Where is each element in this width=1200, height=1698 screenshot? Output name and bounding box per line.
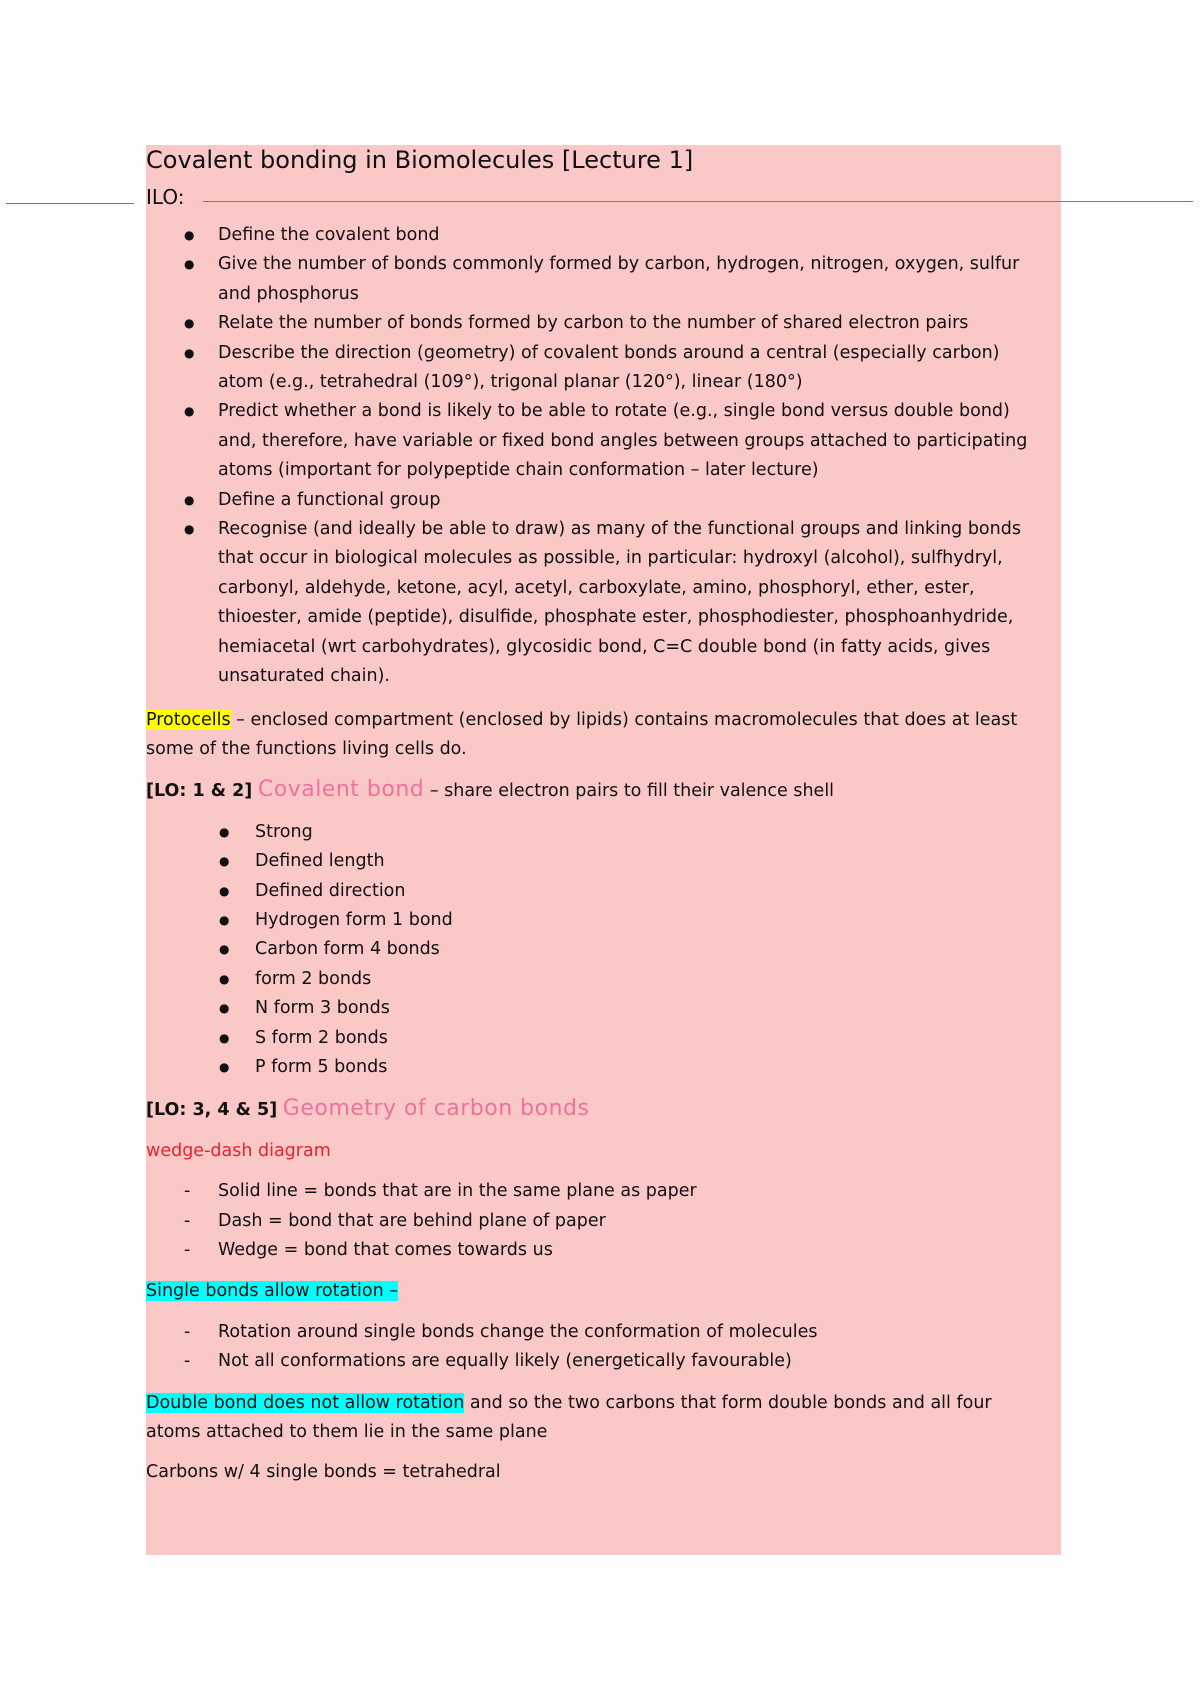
- wedge-dash-list: [146, 1177, 1046, 1265]
- list-item: ● Defined direction: [146, 877, 1046, 906]
- wedge-dash-heading: wedge-dash diagram: [146, 1140, 331, 1161]
- protocells-paragraph: [146, 706, 1046, 765]
- single-bonds-list: [146, 1318, 1046, 1377]
- list-item: ● Relate the number of bonds formed by carbon to the number of shared electron pairs: [146, 309, 1046, 338]
- double-bond-highlight: Double bond does not allow rotation: [146, 1392, 465, 1413]
- covalent-bond-heading: Covalent bond: [257, 777, 425, 803]
- document-body: [146, 145, 1046, 1499]
- list-item: - Solid line = bonds that are in the same plane as paper: [146, 1177, 1046, 1206]
- list-item: ● Defined length: [146, 847, 1046, 876]
- protocells-definition: – enclosed compartment (enclosed by lipids) contains macromolecules that does at least some of the functions living cells do.: [146, 709, 1018, 759]
- list-item: ● Hydrogen form 1 bond: [146, 906, 1046, 935]
- list-item: ● Give the number of bonds commonly formed by carbon, hydrogen, nitrogen, oxygen, sulfur and phosphorus: [146, 250, 1046, 309]
- list-item: ● Strong: [146, 818, 1046, 847]
- geometry-heading: Geometry of carbon bonds: [282, 1096, 590, 1122]
- double-bond-paragraph: [146, 1389, 1046, 1448]
- list-item: ● Describe the direction (geometry) of covalent bonds around a central (especially carbon) atom (e.g., tetrahedral (109°), trigonal planar (120°), linear (180°): [146, 339, 1046, 398]
- protocells-term: Protocells: [146, 709, 231, 730]
- list-item: - Wedge = bond that comes towards us: [146, 1236, 1046, 1265]
- list-item: - Rotation around single bonds change the conformation of molecules: [146, 1318, 1046, 1347]
- geometry-paragraph: [146, 1094, 1046, 1125]
- list-item: ● Define a functional group: [146, 486, 1046, 515]
- ilo-heading: ILO:: [146, 185, 185, 209]
- tetrahedral-paragraph: Carbons w/ 4 single bonds = tetrahedral: [146, 1462, 501, 1483]
- double-bond-text: and so the two carbons that form double bonds and all four atoms attached to them lie in the same plane: [146, 1392, 992, 1443]
- list-item: - Not all conformations are equally likely (energetically favourable): [146, 1347, 1046, 1376]
- document-title: Covalent bonding in Biomolecules [Lecture 1]: [146, 146, 694, 174]
- list-item: ● Recognise (and ideally be able to draw) as many of the functional groups and linking bonds that occur in biological molecules as possible, in particular: hydroxyl (alcohol), sulfhydryl, carbonyl, aldehyde, ketone, acyl, acetyl, carboxylate, amino, phosphoryl, ether, ester, thioester, amide (peptide), disulfide, phosphate ester, phosphodiester, phosphoanhydride, hemiacetal (wrt carbohydrates), glycosidic bond, C=C double bond (in fatty acids, gives unsaturated chain).: [146, 515, 1046, 691]
- lo-tag: [LO: 3, 4 & 5]: [146, 1100, 278, 1121]
- list-item: ● S form 2 bonds: [146, 1024, 1046, 1053]
- ilo-rule-left: [6, 203, 134, 204]
- list-item: ● Define the covalent bond: [146, 221, 1046, 250]
- list-item: ● Carbon form 4 bonds: [146, 935, 1046, 964]
- list-item: ● P form 5 bonds: [146, 1053, 1046, 1082]
- ilo-list: [146, 221, 1046, 692]
- list-item: - Dash = bond that are behind plane of paper: [146, 1207, 1046, 1236]
- covalent-bond-definition: – share electron pairs to fill their valence shell: [424, 781, 835, 802]
- covalent-bond-paragraph: [146, 775, 1046, 806]
- list-item: ● Predict whether a bond is likely to be able to rotate (e.g., single bond versus double bond) and, therefore, have variable or fixed bond angles between groups attached to participating atoms (important for polypeptide chain conformation – later lecture): [146, 397, 1046, 485]
- list-item: ● form 2 bonds: [146, 965, 1046, 994]
- list-item: ● N form 3 bonds: [146, 994, 1046, 1023]
- single-bonds-heading: Single bonds allow rotation –: [146, 1281, 399, 1302]
- lo-tag: [LO: 1 & 2]: [146, 781, 253, 802]
- covalent-properties-list: [146, 818, 1046, 1083]
- single-bonds-paragraph: [146, 1277, 1046, 1306]
